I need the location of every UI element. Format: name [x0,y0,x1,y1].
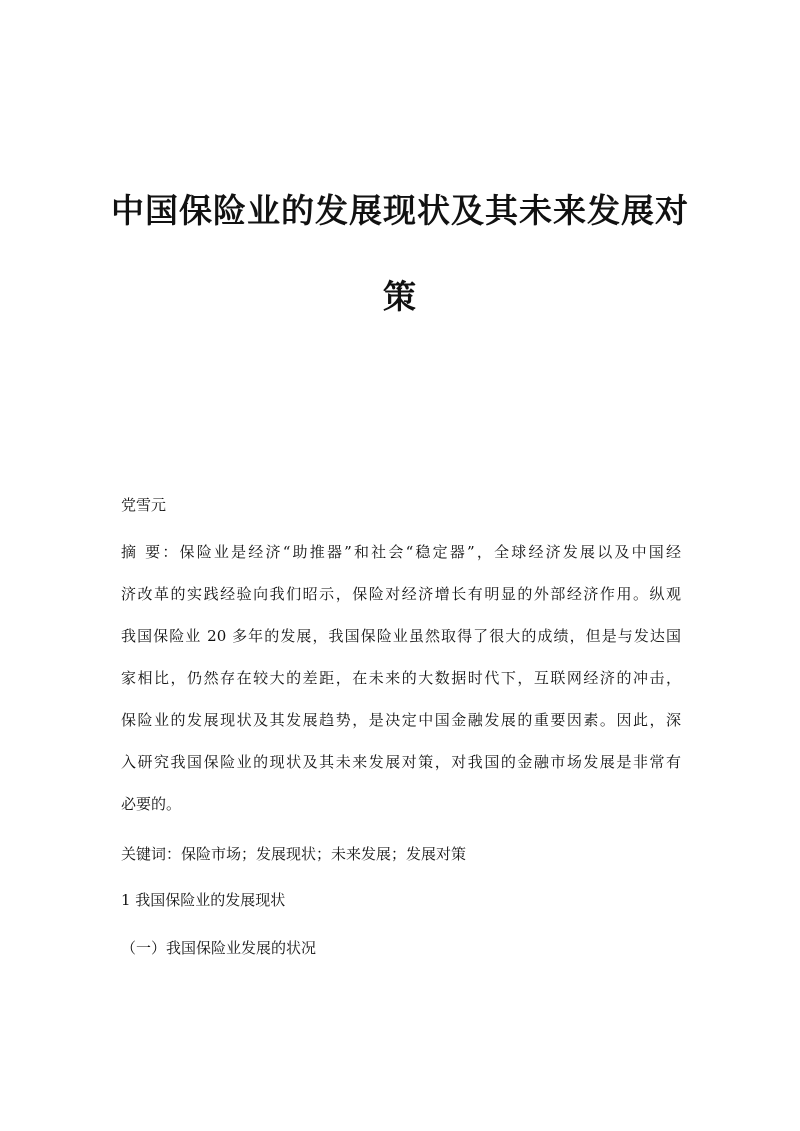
abstract-line: 保险业的发展现状及其发展趋势，是决定中国金融发展的重要因素。因此，深 [121,711,681,729]
keywords-line: 关键词：保险市场；发展现状；未来发展；发展对策 [121,845,467,863]
abstract-line: 我国保险业 20 多年的发展，我国保险业虽然取得了很大的成绩，但是与发达国 [121,627,681,645]
abstract-line: 济改革的实践经验向我们昭示，保险对经济增长有明显的外部经济作用。纵观 [121,585,681,603]
abstract-line: 家相比，仍然存在较大的差距，在未来的大数据时代下，互联网经济的冲击， [121,669,681,687]
abstract-line: 入研究我国保险业的现状及其未来发展对策，对我国的金融市场发展是非常有 [121,753,681,771]
abstract-line: 必要的。 [121,795,182,813]
section-heading: 1 我国保险业的发展现状 [121,891,286,909]
abstract-line: 摘 要：保险业是经济“助推器”和社会“稳定器”，全球经济发展以及中国经 [121,543,681,561]
author-name: 党雪元 [121,496,167,514]
document-title-line-2: 策 [383,277,417,316]
subsection-heading: （一）我国保险业发展的状况 [121,939,317,957]
document-title-line-1: 中国保险业的发展现状及其未来发展对 [111,191,689,230]
abstract-paragraph [121,541,681,835]
